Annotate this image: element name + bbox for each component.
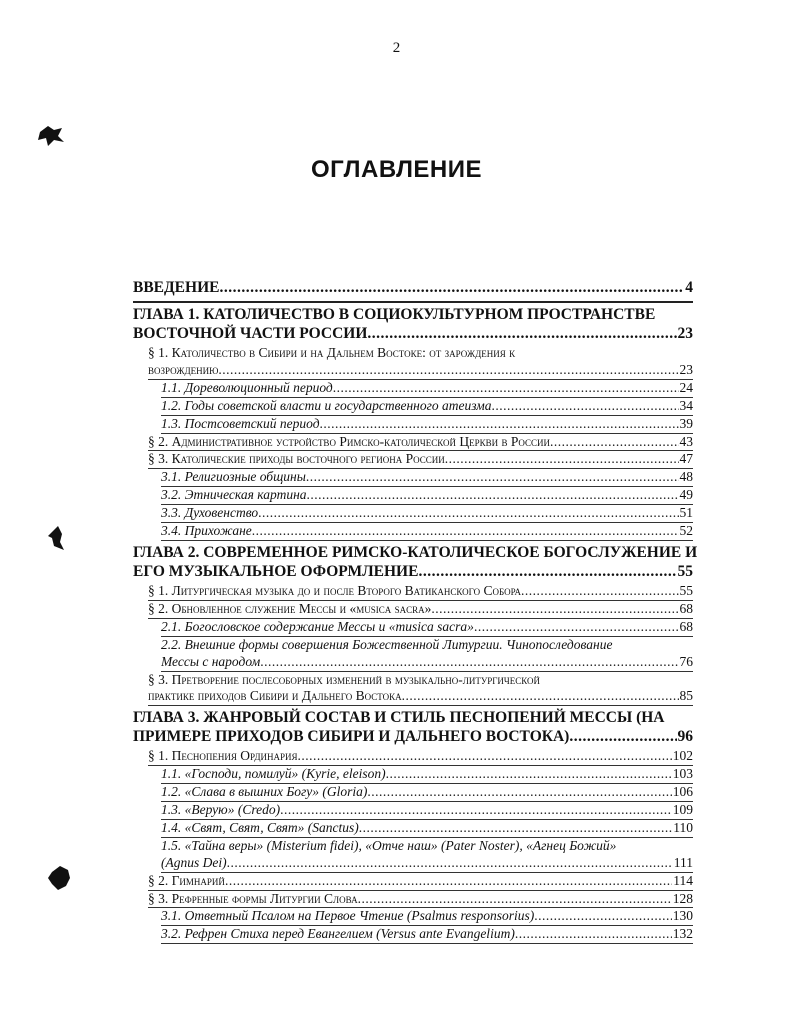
scan-speck-1 xyxy=(36,122,66,148)
toc-ch2-subsection-2-2[interactable]: 2.2. Внешние формы совершения Божественной Литургии. Чинопоследование Мессы с народом ..... 76 xyxy=(161,637,693,672)
toc-ch3-section-1[interactable]: § 1. Песнопения Ординария ..... 102 xyxy=(148,748,693,766)
toc-ch3-section-2[interactable]: § 2. Гимнарий ..... 114 xyxy=(148,873,693,891)
toc-ch3-subsection-1-1[interactable]: 1.1. «Господи, помилуй» (Kyrie, eleison) ..... 103 xyxy=(161,766,693,784)
toc-ch3-subsection-1-4[interactable]: 1.4. «Свят, Свят, Свят» (Sanctus) ..... 110 xyxy=(161,820,693,838)
toc-ch1-subsection-3-1[interactable]: 3.1. Религиозные общины ..... 48 xyxy=(161,469,693,487)
toc-ch1-section-1[interactable]: § 1. Католичество в Сибири и на Дальнем Востоке: от зарождения к возрождению ..... 23 xyxy=(148,345,693,380)
toc-ch3-subsection-1-3[interactable]: 1.3. «Верую» (Credo) ..... 109 xyxy=(161,802,693,820)
page-title: ОГЛАВЛЕНИЕ xyxy=(310,156,483,183)
toc-chapter-2[interactable]: ГЛАВА 2. СОВРЕМЕННОЕ РИМСКО-КАТОЛИЧЕСКОЕ БОГОСЛУЖЕНИЕ И ЕГО МУЗЫКАЛЬНОЕ ОФОРМЛЕНИЕ ..... 55 xyxy=(133,541,693,583)
toc-ch1-section-3[interactable]: § 3. Католические приходы восточного региона России ..... 47 xyxy=(148,451,693,469)
toc-ch3-subsection-1-5[interactable]: 1.5. «Тайна веры» (Misterium fidei), «Отче наш» (Pater Noster), «Агнец Божий» (Agnus Dei) ..... 111 xyxy=(161,838,693,873)
toc-chapter-3[interactable]: ГЛАВА 3. ЖАНРОВЫЙ СОСТАВ И СТИЛЬ ПЕСНОПЕНИЙ МЕССЫ (НА ПРИМЕРЕ ПРИХОДОВ СИБИРИ И ДАЛЬНЕГО ВОСТОКА) ..... 96 xyxy=(133,706,693,748)
toc-ch2-section-3[interactable]: § 3. Претворение послесоборных изменений в музыкально-литургической практике приходов Сибири и Дальнего Востока ..... 85 xyxy=(148,672,693,707)
toc-ch2-section-1[interactable]: § 1. Литургическая музыка до и после Второго Ватиканского Собора ..... 55 xyxy=(148,583,693,601)
toc-ch1-subsection-1-2[interactable]: 1.2. Годы советской власти и государственного атеизма ..... 34 xyxy=(161,398,693,416)
toc-ch2-subsection-2-1[interactable]: 2.1. Богословское содержание Мессы и «musica sacra» ..... 68 xyxy=(161,619,693,637)
toc-ch1-section-2[interactable]: § 2. Административное устройство Римско-католической Церкви в России ..... 43 xyxy=(148,434,693,452)
toc-chapter-1[interactable]: ГЛАВА 1. КАТОЛИЧЕСТВО В СОЦИОКУЛЬТУРНОМ ПРОСТРАНСТВЕ ВОСТОЧНОЙ ЧАСТИ РОССИИ ..... 23 xyxy=(133,301,693,345)
toc-ch3-subsection-1-2[interactable]: 1.2. «Слава в вышних Богу» (Gloria) ..... 106 xyxy=(161,784,693,802)
toc-ch3-subsection-3-1[interactable]: 3.1. Ответный Псалом на Первое Чтение (Psalmus responsorius) ..... 130 xyxy=(161,908,693,926)
toc-intro[interactable]: ВВЕДЕНИЕ ..... 4 xyxy=(133,276,693,299)
scan-speck-2 xyxy=(44,524,68,554)
page-number: 2 xyxy=(392,40,401,56)
toc-ch1-subsection-3-3[interactable]: 3.3. Духовенство ..... 51 xyxy=(161,505,693,523)
toc-ch1-subsection-3-4[interactable]: 3.4. Прихожане ..... 52 xyxy=(161,523,693,541)
scan-speck-3 xyxy=(46,864,74,892)
table-of-contents xyxy=(133,276,698,944)
toc-ch3-subsection-3-2[interactable]: 3.2. Рефрен Стиха перед Евангелием (Versus ante Evangelium) ..... 132 xyxy=(161,926,693,944)
toc-ch1-subsection-3-2[interactable]: 3.2. Этническая картина ..... 49 xyxy=(161,487,693,505)
toc-ch2-section-2[interactable]: § 2. Обновленное служение Мессы и «musica sacra» ..... 68 xyxy=(148,601,693,619)
toc-ch3-section-3[interactable]: § 3. Рефренные формы Литургии Слова ..... 128 xyxy=(148,891,693,909)
toc-ch1-subsection-1-1[interactable]: 1.1. Дореволюционный период ..... 24 xyxy=(161,380,693,398)
toc-ch1-subsection-1-3[interactable]: 1.3. Постсоветский период ..... 39 xyxy=(161,416,693,434)
